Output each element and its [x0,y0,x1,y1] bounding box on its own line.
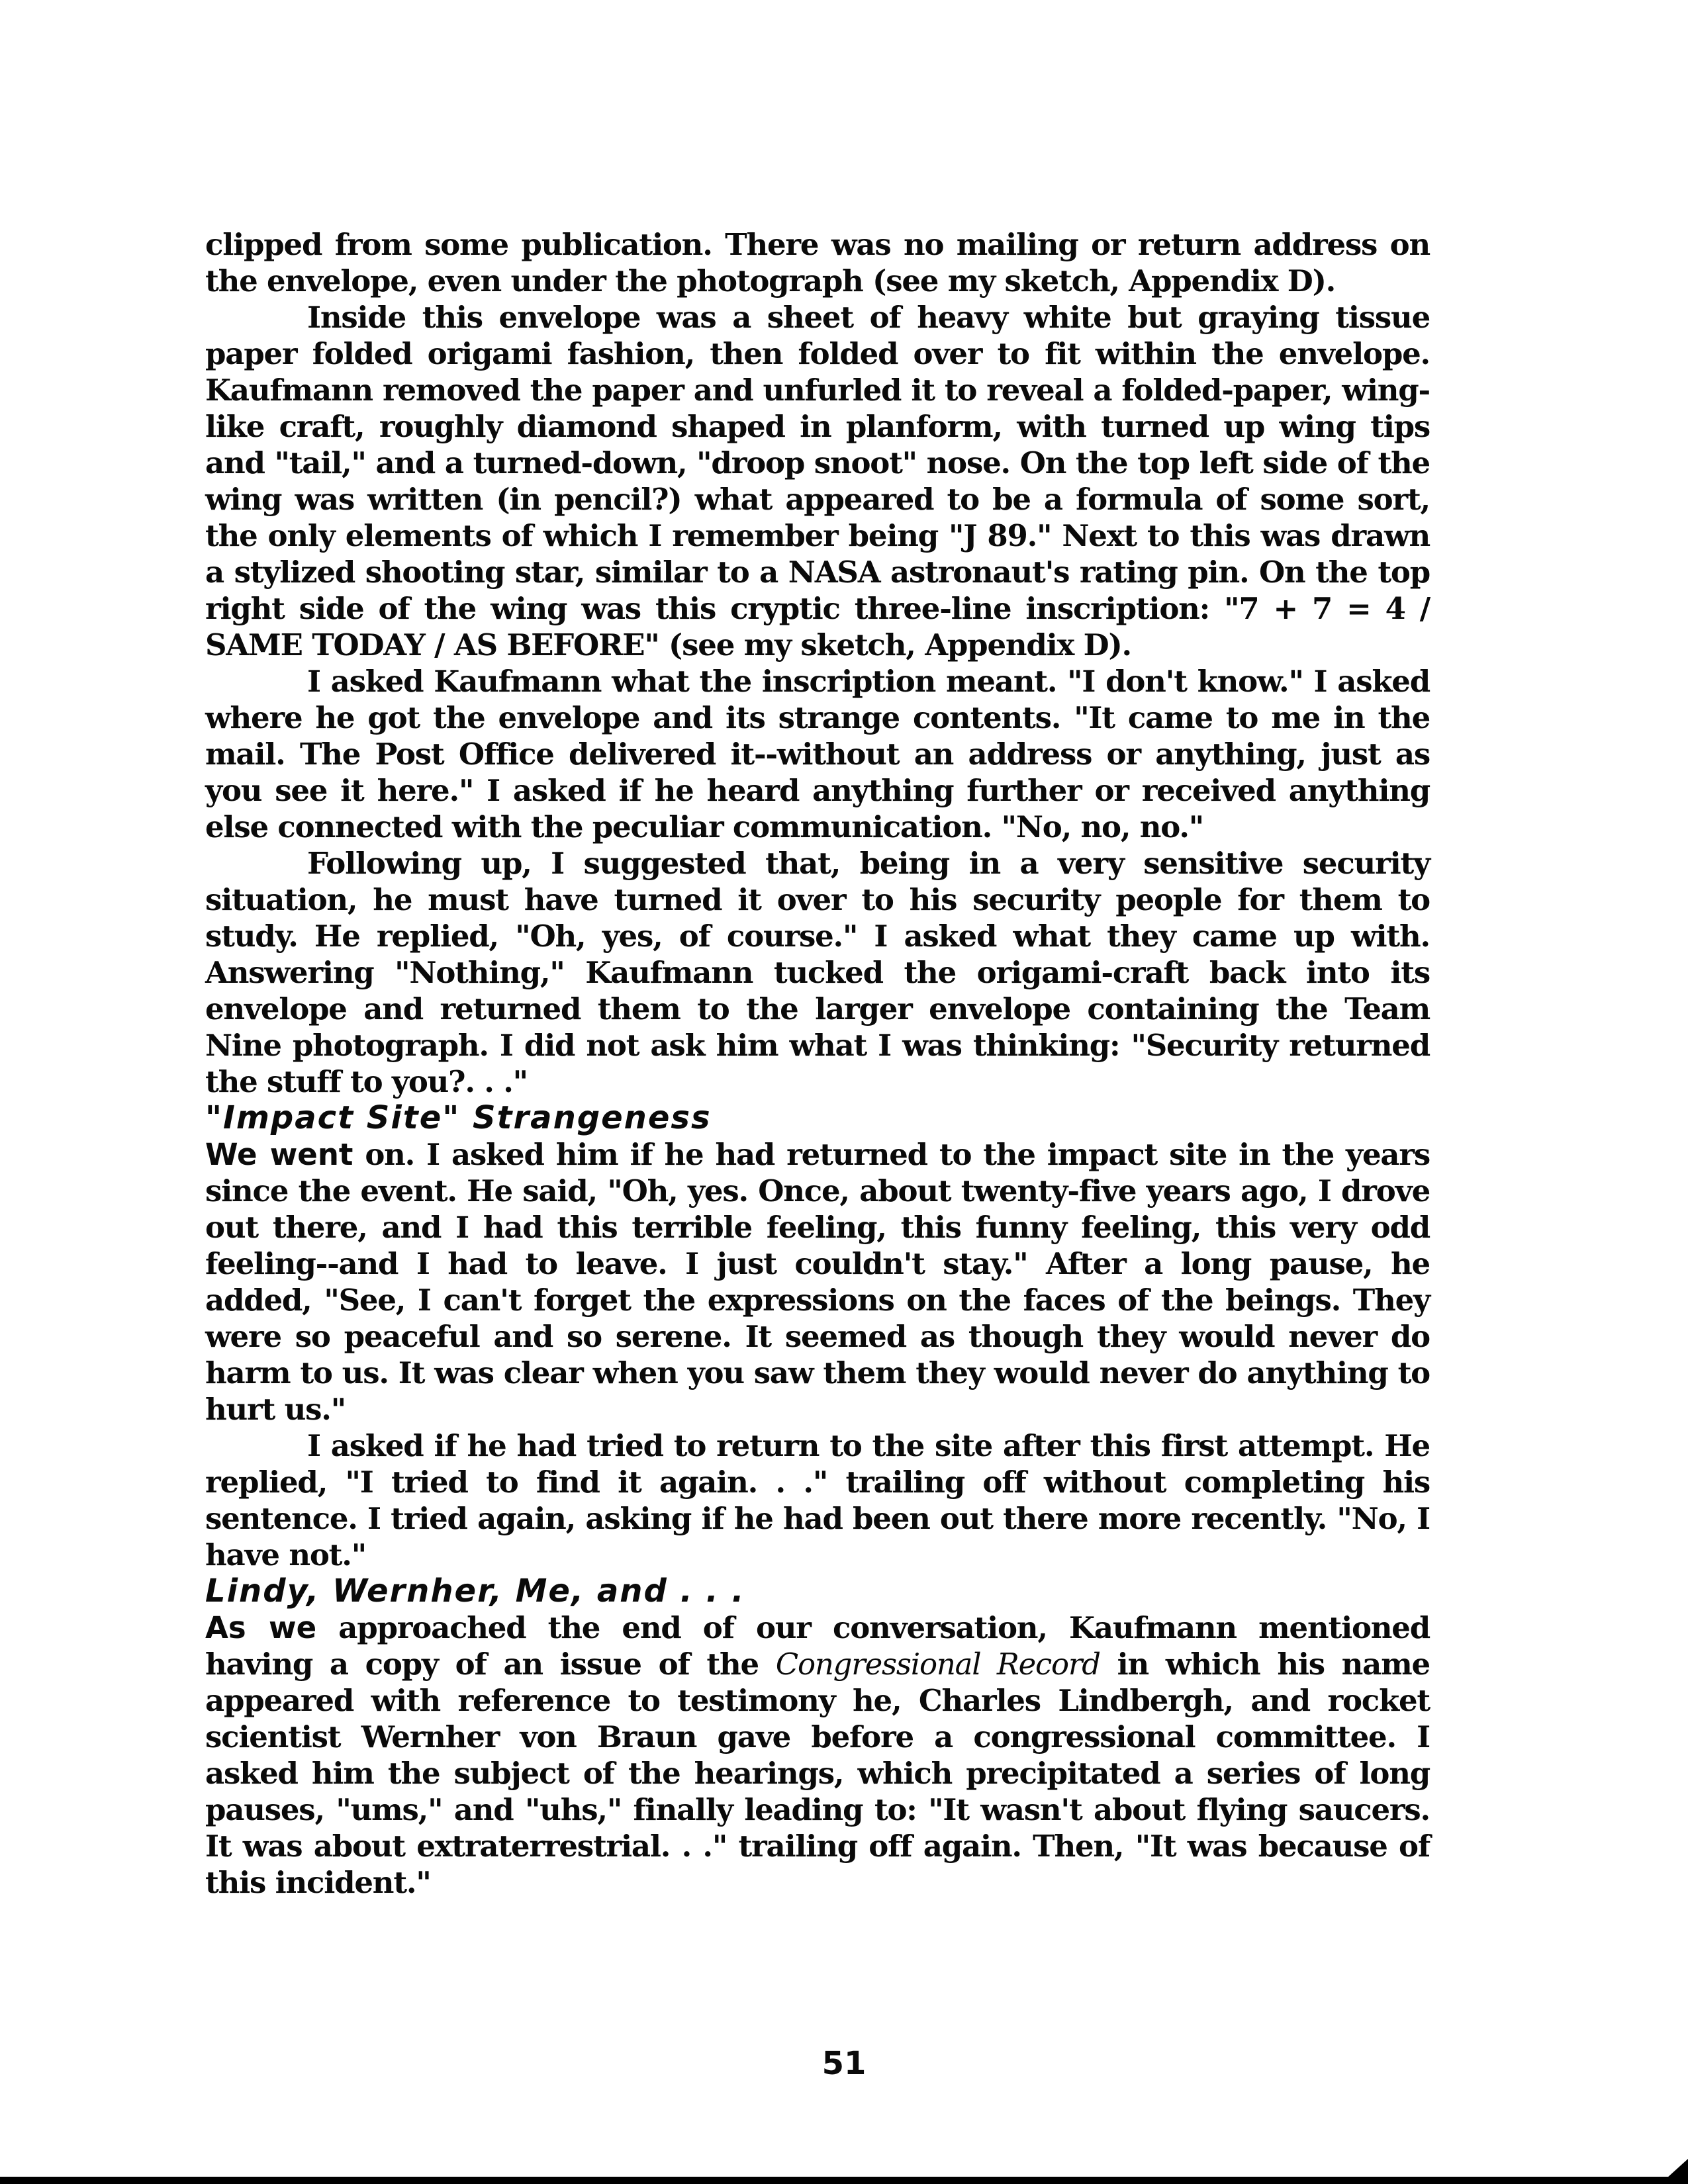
paragraph: Following up, I suggested that, being in a very sensitive security situation, he must have turned it over to his security people for them to study. He replied, "Oh, yes, of course." I asked what they came up with. Answering "Nothing," Kaufmann tucked the origami-craft back into its envelope and returned them to the larger envelope containing the Team Nine photograph. I did not ask him what I was thinking: "Security returned the stuff to you?. . ." [205,846,1430,1099]
page-number: 51 [821,2045,867,2082]
publication-title: Congressional Record [775,1647,1100,1682]
paragraph-text: on. I asked him if he had returned to the impact site in the years since the event. He said, "Oh, yes. Once, about twenty-five years ago, I drove out there, and I had this terrible feeling, this funny feeling, this very odd feeling--and I had to leave. I just couldn't stay." After a long pause, he added, "See, I can't forget the expressions on the faces of the beings. They were so peaceful and so serene. It seemed as though they would never do harm to us. It was clear when you saw them they would never do anything to hurt us." [205,1137,1430,1427]
scan-border [0,2177,1688,2184]
paragraph-text: approached the end of our conversation, Kaufmann mentioned having a copy of an issue of the [205,1610,1430,1682]
body-text [205,226,1430,1901]
paragraph: Inside this envelope was a sheet of heavy white but graying tissue paper folded origami fashion, then folded over to fit within the envelope. Kaufmann removed the paper and unfurled it to reveal a folded-paper, wing-like craft, roughly diamond shaped in planform, with turned up wing tips and "tail," and a turned-down, "droop snoot" nose. On the top left side of the wing was written (in pencil?) what appeared to be a formula of some sort, the only elements of which I remember being "J 89." Next to this was drawn a stylized shooting star, similar to a NASA astronaut's rating pin. On the top right side of the wing was this cryptic three-line inscription: "7 + 7 = 4 / SAME TODAY / AS BEFORE" (see my sketch, Appendix D). [205,300,1430,662]
paragraph [205,1610,1430,1901]
run-in-words: As we [205,1610,317,1645]
section-heading: Lindy, Wernher, Me, and . . . [205,1572,745,1610]
run-in-words: We went [205,1137,353,1172]
paragraph: I asked if he had tried to return to the site after this first attempt. He replied, "I tried to find it again. . ." trailing off without completing his sentence. I tried again, asking if he had been out there more recently. "No, I have not." [205,1428,1430,1572]
paragraph-text: in which his name appeared with reference to testimony he, Charles Lindbergh, and rocket scientist Wernher von Braun gave before a congressional committee. I asked him the subject of the hearings, which precipitated a series of long pauses, "ums," and "uhs," finally leading to: "It wasn't about flying saucers. It was about extraterrestrial. . ." trailing off again. Then, "It was because of this incident." [205,1647,1430,1900]
scan-corner [1660,2159,1688,2184]
paragraph: clipped from some publication. There was no mailing or return address on the envelope, even under the photograph (see my sketch, Appendix D). [205,227,1430,298]
paragraph [205,1136,1430,1428]
section-heading: "Impact Site" Strangeness [205,1099,712,1136]
paragraph: I asked Kaufmann what the inscription meant. "I don't know." I asked where he got the envelope and its strange contents. "It came to me in the mail. The Post Office delivered it--without an address or anything, just as you see it here." I asked if he heard anything further or received anything else connected with the peculiar communication. "No, no, no." [205,664,1430,844]
